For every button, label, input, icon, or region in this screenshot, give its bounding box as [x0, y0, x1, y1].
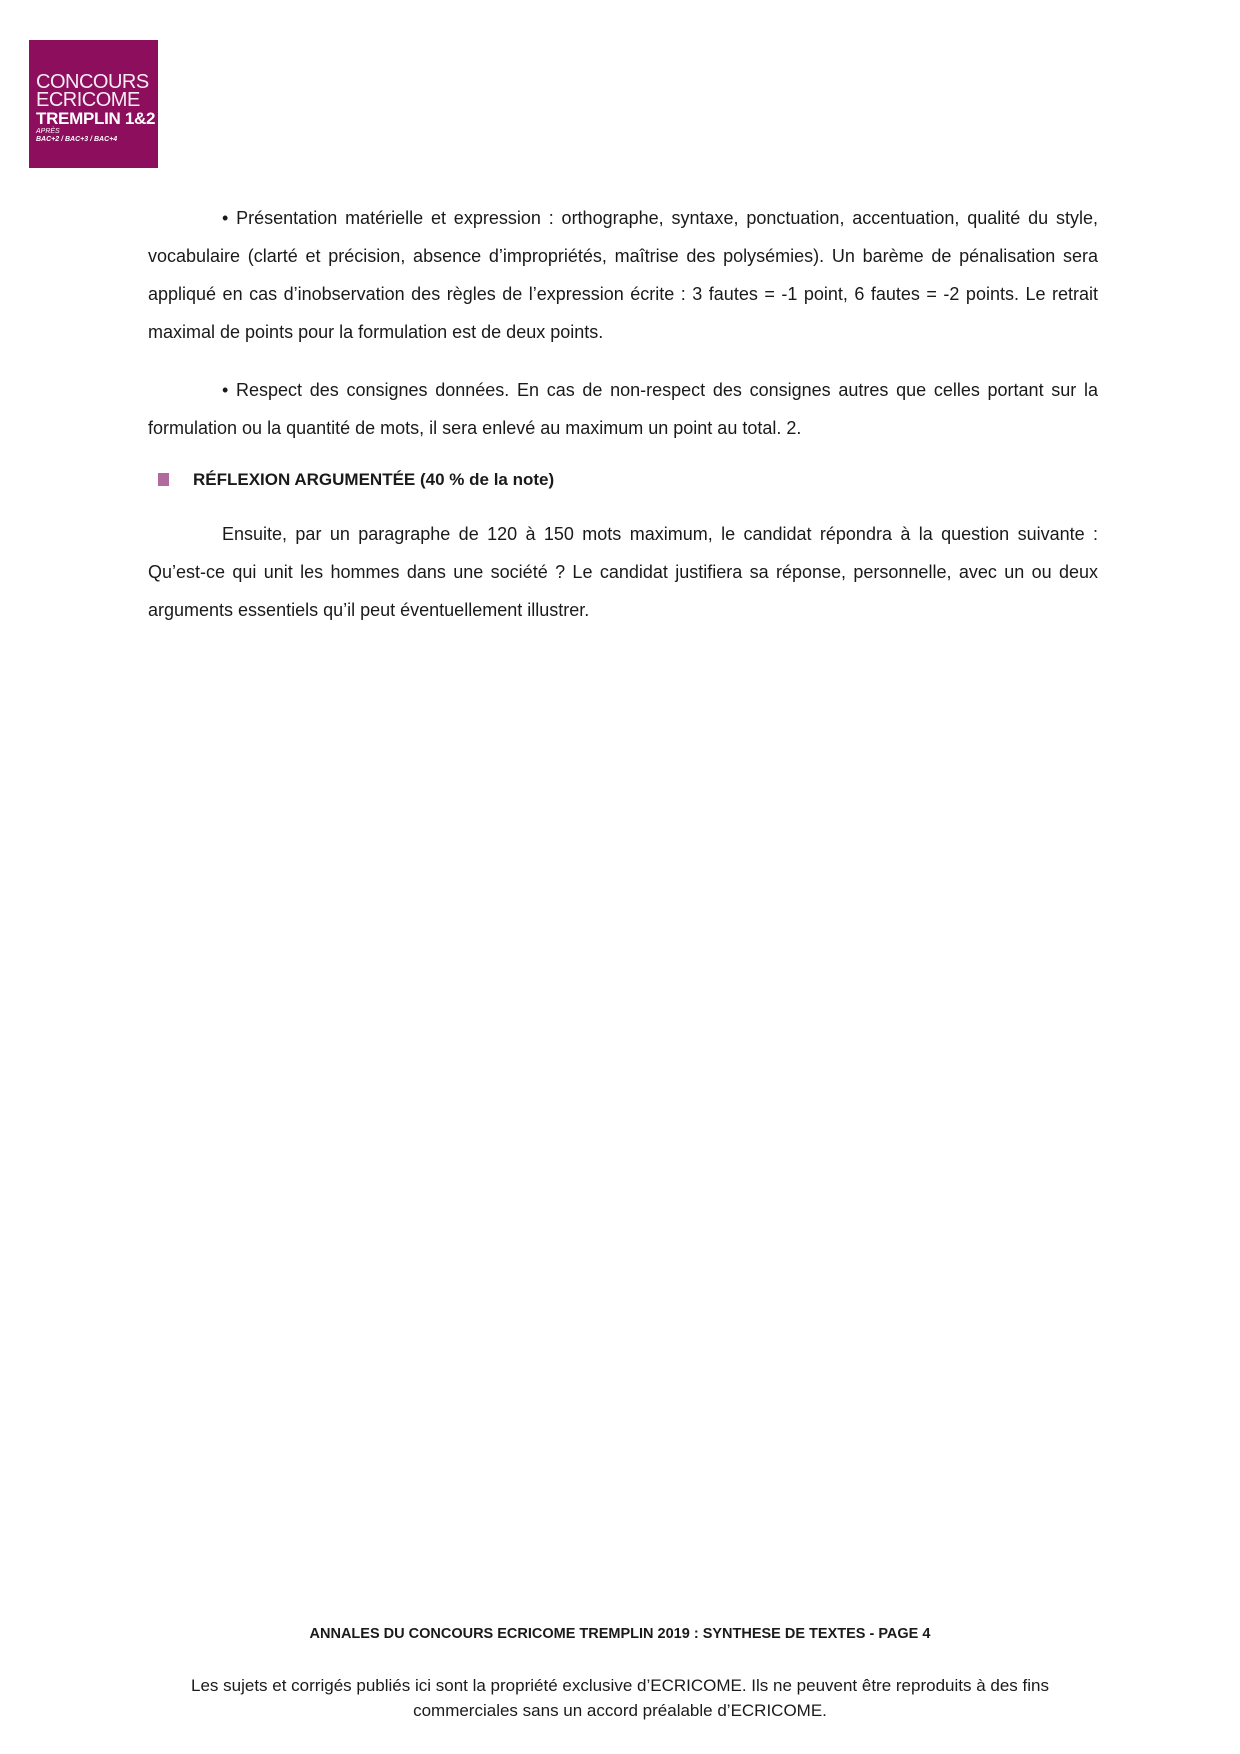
document-body	[148, 199, 1098, 629]
ecricome-logo	[29, 40, 158, 168]
section-heading-reflexion	[148, 461, 1098, 499]
footer-title: ANNALES DU CONCOURS ECRICOME TREMPLIN 2019 : SYNTHESE DE TEXTES - PAGE 4	[309, 1626, 931, 1642]
logo-ecricome-text: ECRICOME	[36, 89, 140, 111]
section-square-marker-icon	[158, 473, 169, 486]
logo-tremplin-text: TREMPLIN 1&2	[36, 109, 156, 128]
section-heading-text: RÉFLEXION ARGUMENTÉE (40 % de la note)	[193, 470, 555, 489]
paragraph-respect-consignes: • Respect des consignes données. En cas de non-respect des consignes autres que celles portant sur la formulation ou la quantité de mots, il sera enlevé au maximum un point au total. 2.	[148, 380, 1098, 438]
footer-copyright-note: Les sujets et corrigés publiés ici sont la propriété exclusive d’ECRICOME. Ils ne peuvent être reproduits à des fins commerciales sans un accord préalable d’ECRICOME.	[191, 1676, 1049, 1720]
paragraph-question: Ensuite, par un paragraphe de 120 à 150 mots maximum, le candidat répondra à la question suivante : Qu’est-ce qui unit les hommes dans une société ? Le candidat justifiera sa réponse, personnelle, avec un ou deux arguments essentiels qu’il peut éventuellement illustrer.	[148, 524, 1098, 620]
logo-apres-text: APRÈS	[36, 128, 60, 135]
paragraph-presentation: • Présentation matérielle et expression : orthographe, syntaxe, ponctuation, accentuation, qualité du style, vocabulaire (clarté et précision, absence d’impropriétés, maîtrise des polysémies). Un barème de pénalisation sera appliqué en cas d’inobservation des règles de l’expression écrite : 3 fautes = -1 point, 6 fautes = -2 points. Le retrait maximal de points pour la formulation est de deux points.	[148, 208, 1098, 342]
logo-concours-text: CONCOURS	[36, 71, 149, 93]
logo-bac-text: BAC+2 / BAC+3 / BAC+4	[36, 136, 118, 143]
